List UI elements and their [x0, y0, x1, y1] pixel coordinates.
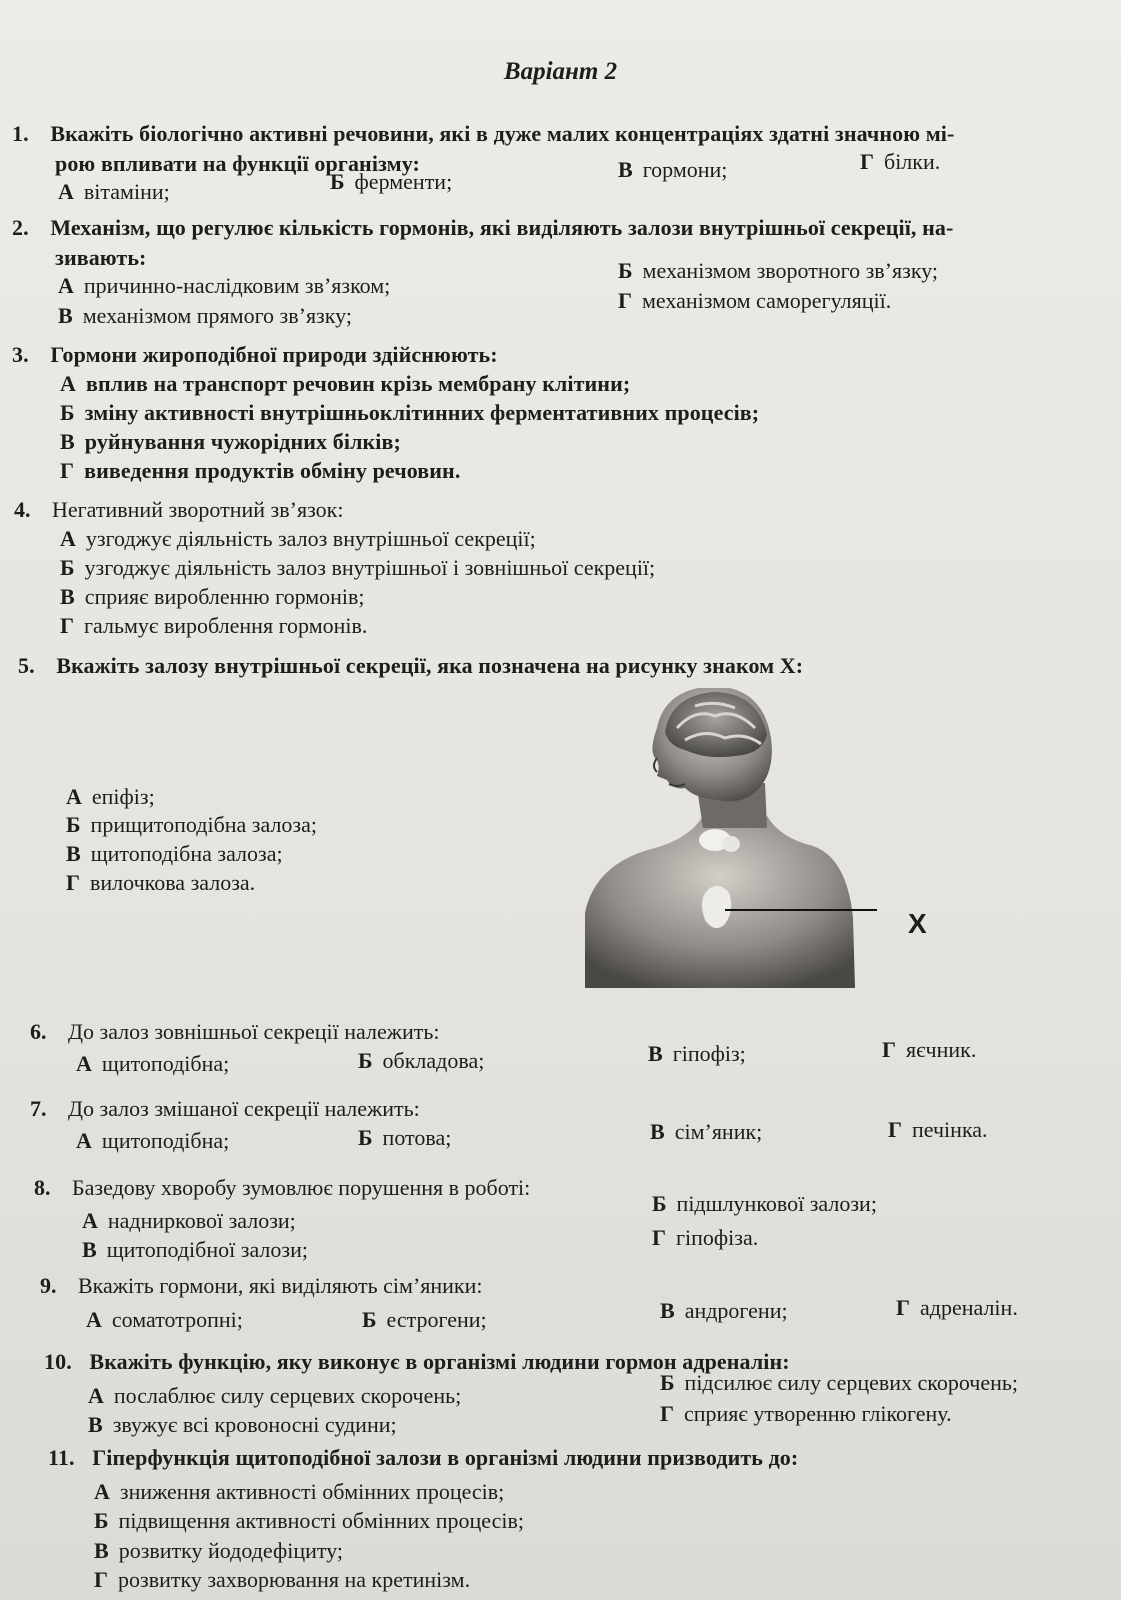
option-d[interactable]: [60, 457, 460, 485]
option-letter: Г: [60, 458, 75, 483]
option-b[interactable]: [358, 1047, 484, 1075]
option-letter: Б: [66, 812, 81, 837]
option-text: щитоподібна;: [101, 1128, 230, 1153]
option-a[interactable]: [88, 1382, 461, 1410]
question-number: 8.: [34, 1175, 51, 1200]
option-text: ферменти;: [354, 169, 453, 194]
option-letter: Б: [660, 1370, 675, 1395]
option-text: послаблює силу серцевих скорочень;: [113, 1383, 462, 1408]
option-a[interactable]: [60, 370, 630, 398]
option-letter: Б: [60, 555, 75, 580]
option-b[interactable]: [60, 554, 655, 582]
option-text: щитоподібна;: [101, 1051, 230, 1076]
option-text: адреналін.: [920, 1295, 1018, 1320]
option-b[interactable]: [362, 1306, 487, 1334]
option-b[interactable]: [66, 811, 317, 839]
option-a[interactable]: [66, 783, 155, 811]
question-9: [40, 1272, 483, 1300]
option-text: вітаміни;: [83, 179, 170, 204]
option-letter: А: [82, 1208, 98, 1233]
option-letter: Г: [888, 1117, 902, 1142]
option-letter: Б: [618, 258, 633, 283]
option-text: звужує всі кровоносні судини;: [112, 1412, 397, 1437]
option-d[interactable]: [60, 612, 367, 640]
option-text: механізмом зворотного зв’язку;: [642, 258, 939, 283]
option-b[interactable]: [358, 1124, 451, 1152]
option-b[interactable]: [60, 399, 759, 427]
option-text: сім’яник;: [674, 1119, 763, 1144]
option-text: соматотропні;: [111, 1307, 243, 1332]
option-c[interactable]: [648, 1040, 746, 1068]
option-text: розвитку йододефіциту;: [118, 1538, 344, 1563]
option-letter: В: [88, 1412, 103, 1437]
anatomy-figure: [585, 688, 915, 988]
question-number: 1.: [12, 121, 29, 146]
option-letter: Г: [882, 1037, 896, 1062]
page-title: Варіант 2: [503, 58, 618, 85]
option-c[interactable]: [66, 840, 283, 868]
option-letter: В: [58, 303, 73, 328]
option-a[interactable]: [76, 1050, 229, 1078]
question-11: [48, 1444, 798, 1472]
option-letter: Б: [358, 1125, 373, 1150]
option-letter: А: [86, 1307, 102, 1332]
option-letter: А: [58, 273, 74, 298]
question-text: До залоз змішаної секреції належить:: [68, 1096, 420, 1121]
option-a[interactable]: [76, 1127, 229, 1155]
option-d[interactable]: [860, 148, 940, 176]
option-letter: Г: [896, 1295, 910, 1320]
option-letter: В: [650, 1119, 665, 1144]
option-text: андрогени;: [684, 1298, 788, 1323]
option-b[interactable]: [652, 1190, 877, 1218]
option-letter: В: [94, 1538, 109, 1563]
option-letter: В: [82, 1237, 97, 1262]
option-d[interactable]: [896, 1294, 1018, 1322]
option-text: надниркової залози;: [107, 1208, 296, 1233]
option-letter: А: [88, 1383, 104, 1408]
question-4: [14, 496, 343, 524]
option-text: зниження активності обмінних процесів;: [119, 1479, 505, 1504]
option-a[interactable]: [94, 1478, 504, 1506]
option-a[interactable]: [86, 1306, 243, 1334]
question-2: [12, 214, 953, 242]
question-number: 10.: [44, 1349, 72, 1374]
option-text: яєчник.: [906, 1037, 977, 1062]
option-text: сприяє утворенню глікогену.: [684, 1401, 952, 1426]
option-letter: Г: [66, 870, 80, 895]
question-number: 9.: [40, 1273, 57, 1298]
question-text: Негативний зворотний зв’язок:: [52, 497, 344, 522]
option-text: щитоподібна залоза;: [90, 841, 283, 866]
option-letter: Г: [94, 1567, 108, 1592]
option-a[interactable]: [58, 272, 390, 300]
option-letter: А: [76, 1128, 92, 1153]
option-a[interactable]: [82, 1207, 296, 1235]
figure-label-x: X: [908, 908, 927, 939]
question-text: Вкажіть біологічно активні речовини, які в дуже малих концентраціях здатні значною мі-: [50, 121, 955, 146]
question-8: [34, 1174, 530, 1202]
option-d[interactable]: [660, 1400, 952, 1428]
option-letter: В: [66, 841, 81, 866]
option-text: прищитоподібна залоза;: [90, 812, 318, 837]
option-letter: Г: [860, 149, 874, 174]
option-text: щитоподібної залози;: [106, 1237, 308, 1262]
option-text: механізмом саморегуляції.: [642, 288, 892, 313]
option-letter: Г: [618, 288, 632, 313]
option-letter: В: [660, 1298, 675, 1323]
question-text: Гормони жироподібної природи здійснюють:: [50, 342, 498, 367]
option-b[interactable]: [330, 168, 452, 196]
option-b[interactable]: [94, 1507, 524, 1535]
option-c[interactable]: [58, 302, 352, 330]
option-text: зміну активності внутрішньоклітинних ферментативних процесів;: [84, 400, 760, 425]
option-c[interactable]: [650, 1118, 762, 1146]
option-text: підсилює силу серцевих скорочень;: [684, 1370, 1019, 1395]
option-letter: В: [60, 429, 75, 454]
option-text: естрогени;: [386, 1307, 487, 1332]
question-text: Гіперфункція щитоподібної залози в організмі людини призводить до:: [92, 1445, 799, 1470]
option-text: вилочкова залоза.: [90, 870, 256, 895]
option-text: епіфіз;: [91, 784, 155, 809]
option-text: гальмує вироблення гормонів.: [84, 613, 368, 638]
question-number: 11.: [48, 1445, 75, 1470]
question-text: Вкажіть функцію, яку виконує в організмі людини гормон адреналін:: [89, 1349, 790, 1374]
thyroid-lobe: [722, 836, 740, 852]
option-a[interactable]: [60, 525, 536, 553]
question-text: Базедову хворобу зумовлює порушення в роботі:: [72, 1175, 531, 1200]
option-text: вплив на транспорт речовин крізь мембрану клітини;: [86, 371, 631, 396]
question-text: Вкажіть гормони, які виділяють сім’яники:: [78, 1273, 483, 1298]
option-text: механізмом прямого зв’язку;: [82, 303, 352, 328]
question-text: Механізм, що регулює кількість гормонів, які виділяють залози внутрішньої секреції, на-: [50, 215, 954, 240]
question-number: 3.: [12, 342, 29, 367]
option-letter: А: [94, 1479, 110, 1504]
option-d[interactable]: [888, 1116, 988, 1144]
option-text: виведення продуктів обміну речовин.: [84, 458, 461, 483]
option-c[interactable]: [94, 1537, 343, 1565]
question-text: Вкажіть залозу внутрішньої секреції, яка позначена на рисунку знаком Х:: [56, 653, 804, 678]
question-5: [18, 652, 803, 680]
question-number: 4.: [14, 497, 31, 522]
question-text: До залоз зовнішньої секреції належить:: [68, 1019, 440, 1044]
option-text: узгоджує діяльність залоз внутрішньої і зовнішньої секреції;: [84, 555, 656, 580]
option-c[interactable]: [618, 156, 727, 184]
option-d[interactable]: [66, 869, 255, 897]
option-letter: Б: [60, 400, 75, 425]
option-d[interactable]: [882, 1036, 976, 1064]
option-letter: В: [648, 1041, 663, 1066]
option-text: підвищення активності обмінних процесів;: [118, 1508, 524, 1533]
question-7: [30, 1095, 420, 1123]
option-letter: Б: [94, 1508, 109, 1533]
option-text: підшлункової залози;: [676, 1191, 877, 1216]
question-6: [30, 1018, 439, 1046]
option-letter: Б: [362, 1307, 377, 1332]
option-letter: Г: [60, 613, 74, 638]
question-number: 6.: [30, 1019, 47, 1044]
question-1-continuation: рою впливати на функції організму:: [55, 151, 420, 176]
option-text: обкладова;: [382, 1048, 485, 1073]
option-c[interactable]: [82, 1236, 308, 1264]
question-1: [12, 120, 954, 148]
option-text: узгоджує діяльність залоз внутрішньої секреції;: [85, 526, 536, 551]
question-number: 2.: [12, 215, 29, 240]
question-2-continuation: зивають:: [55, 245, 147, 270]
option-text: розвитку захворювання на кретинізм.: [118, 1567, 471, 1592]
question-3: [12, 341, 498, 369]
option-letter: А: [76, 1051, 92, 1076]
option-text: причинно-наслідковим зв’язком;: [83, 273, 391, 298]
option-text: гіпофіз;: [672, 1041, 746, 1066]
option-d[interactable]: [618, 287, 891, 315]
option-b[interactable]: [618, 257, 938, 285]
option-text: гормони;: [642, 157, 728, 182]
option-letter: А: [60, 371, 76, 396]
option-text: потова;: [382, 1125, 452, 1150]
option-c[interactable]: [88, 1411, 397, 1439]
option-letter: А: [58, 179, 74, 204]
question-number: 7.: [30, 1096, 47, 1121]
option-c[interactable]: [60, 583, 365, 611]
option-letter: Б: [652, 1191, 667, 1216]
option-b[interactable]: [660, 1369, 1018, 1397]
option-letter: А: [66, 784, 82, 809]
option-letter: В: [618, 157, 633, 182]
option-d[interactable]: [94, 1566, 470, 1594]
option-c[interactable]: [660, 1297, 788, 1325]
option-letter: В: [60, 584, 75, 609]
option-c[interactable]: [60, 428, 401, 456]
option-letter: Г: [660, 1401, 674, 1426]
option-text: білки.: [884, 149, 941, 174]
option-a[interactable]: [58, 178, 170, 206]
option-letter: Б: [330, 169, 345, 194]
option-letter: А: [60, 526, 76, 551]
option-letter: Г: [652, 1225, 666, 1250]
option-letter: Б: [358, 1048, 373, 1073]
option-text: печінка.: [912, 1117, 988, 1142]
option-d[interactable]: [652, 1224, 758, 1252]
question-number: 5.: [18, 653, 35, 678]
option-text: руйнування чужорідних білків;: [84, 429, 401, 454]
option-text: гіпофіза.: [676, 1225, 759, 1250]
option-text: сприяє виробленню гормонів;: [84, 584, 365, 609]
